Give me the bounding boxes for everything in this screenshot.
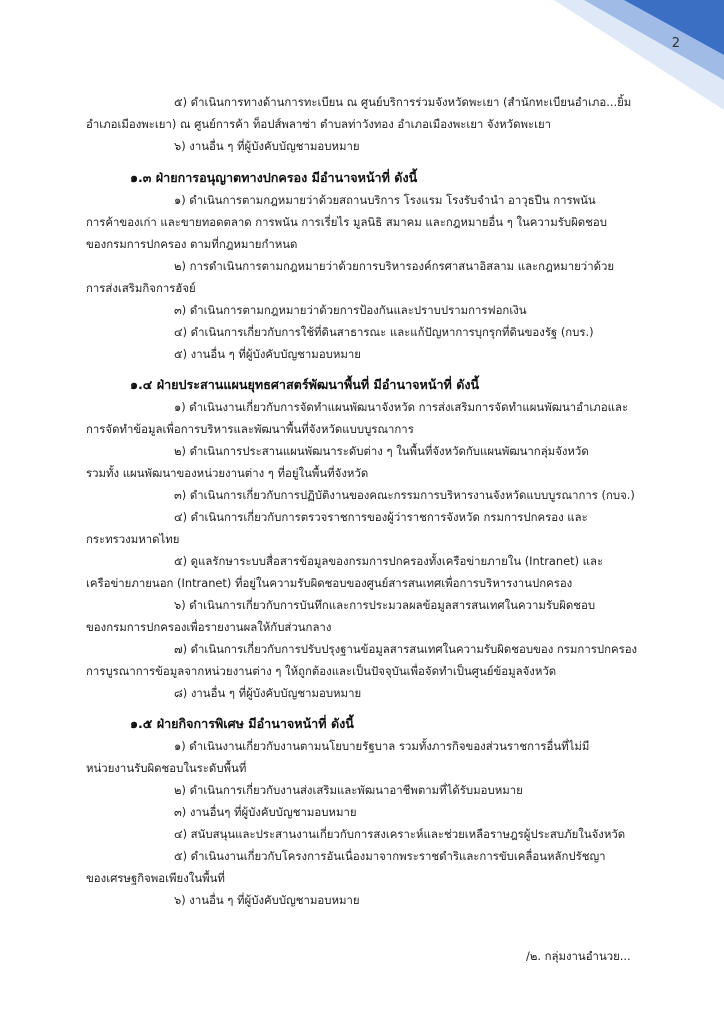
text-line: เครือข่ายภายนอก (Intranet) ที่อยู่ในความรับผิดชอบของศูนย์สารสนเทศเพื่อการบริหารงานปกครอง — [86, 576, 573, 590]
text-line: ๕) ดูแลรักษาระบบสื่อสารข้อมูลของกรมการปกครองทั้งเครือข่ายภายใน (Intranet) และ — [174, 554, 604, 568]
text-line: ๒) ดำเนินการประสานแผนพัฒนาระดับต่าง ๆ ในพื้นที่จังหวัดกับแผนพัฒนากลุ่มจังหวัด — [174, 444, 589, 458]
page-number: 2 — [671, 36, 680, 51]
text-line: ๑) ดำเนินการตามกฎหมายว่าด้วยสถานบริการ โรงแรม โรงรับจำนำ อาวุธปืน การพนัน — [174, 193, 596, 207]
text-line: ๔) ดำเนินการเกี่ยวกับการใช้ที่ดินสาธารณะ และแก้ปัญหาการบุกรุกที่ดินของรัฐ (กบร.) — [174, 325, 594, 339]
text-line: ๕) งานอื่น ๆ ที่ผู้บังคับบัญชามอบหมาย — [174, 347, 361, 361]
text-line: ๑) ดำเนินงานเกี่ยวกับงานตามนโยบายรัฐบาล รวมทั้งภารกิจของส่วนราชการอื่นที่ไม่มี — [174, 739, 590, 753]
text-line: ของกรมการปกครอง ตามที่กฎหมายกำหนด — [86, 237, 298, 251]
text-line: ๕) ดำเนินการทางด้านการทะเบียน ณ ศูนย์บริการร่วมจังหวัดพะเยา (สำนักทะเบียนอำเภอ...ยิ้ม — [174, 95, 632, 109]
text-line: ๕) ดำเนินงานเกี่ยวกับโครงการอันเนื่องมาจากพระราชดำริและการขับเคลื่อนหลักปรัชญา — [174, 849, 606, 863]
text-line: ๖) งานอื่น ๆ ที่ผู้บังคับบัญชามอบหมาย — [174, 139, 360, 153]
text-line: ๓) ดำเนินการเกี่ยวกับการปฏิบัติงานของคณะกรรมการบริหารงานจังหวัดแบบบูรณาการ (กบจ.) — [174, 488, 635, 502]
continuation-note: /๒. กลุ่มงานอำนวย... — [526, 949, 631, 963]
section-heading: ๑.๔ ฝ่ายประสานแผนยุทธศาสตร์พัฒนาพื้นที่ มีอำนาจหน้าที่ ดังนี้ — [130, 377, 480, 392]
text-line: หน่วยงานรับผิดชอบในระดับพื้นที่ — [86, 761, 247, 775]
text-line: อำเภอเมืองพะเยา) ณ ศูนย์การค้า ท็อปส์พลาซ่า ตำบลท่าวังทอง อำเภอเมืองพะเยา จังหวัดพะเยา — [86, 117, 552, 131]
text-line: ๖) ดำเนินการเกี่ยวกับการบันทึกและการประมวลผลข้อมูลสารสนเทศในความรับผิดชอบ — [174, 598, 596, 612]
text-line: ๗) ดำเนินการเกี่ยวกับการปรับปรุงฐานข้อมูลสารสนเทศในความรับผิดชอบของ กรมการปกครอง — [174, 642, 638, 656]
text-line: ของกรมการปกครองเพื่อรายงานผลให้กับส่วนกลาง — [86, 620, 332, 634]
text-line: ๒) การดำเนินการตามกฎหมายว่าด้วยการบริหารองค์กรศาสนาอิสลาม และกฎหมายว่าด้วย — [174, 259, 615, 273]
text-line: ๑) ดำเนินงานเกี่ยวกับการจัดทำแผนพัฒนาจังหวัด การส่งเสริมการจัดทำแผนพัฒนาอำเภอและ — [174, 400, 629, 414]
text-line: รวมทั้ง แผนพัฒนาของหน่วยงานต่าง ๆ ที่อยู่ในพื้นที่จังหวัด — [86, 466, 369, 480]
section-heading: ๑.๕ ฝ่ายกิจการพิเศษ มีอำนาจหน้าที่ ดังนี้ — [130, 716, 354, 731]
text-line: ๒) ดำเนินการเกี่ยวกับงานส่งเสริมและพัฒนาอาชีพตามที่ได้รับมอบหมาย — [174, 783, 523, 797]
text-line: การบูรณาการข้อมูลจากหน่วยงานต่าง ๆ ให้ถูกต้องและเป็นปัจจุบันเพื่อจัดทำเป็นศูนย์ข้อมูลจังหวัด — [86, 664, 557, 678]
text-line: การค้าของเก่า และขายทอดตลาด การพนัน การเรี่ยไร มูลนิธิ สมาคม และกฎหมายอื่น ๆ ในความรับผิดชอบ — [86, 215, 607, 229]
section-heading: ๑.๓ ฝ่ายการอนุญาตทางปกครอง มีอำนาจหน้าที่ ดังนี้ — [130, 170, 418, 185]
text-line: การส่งเสริมกิจการฮัจย์ — [86, 281, 196, 295]
text-line: การจัดทำข้อมูลเพื่อการบริหารและพัฒนาพื้นที่จังหวัดแบบบูรณาการ — [86, 422, 414, 436]
text-line: ของเศรษฐกิจพอเพียงในพื้นที่ — [86, 871, 225, 885]
text-line: ๔) ดำเนินการเกี่ยวกับการตรวจราชการของผู้ว่าราชการจังหวัด กรมการปกครอง และ — [174, 510, 588, 524]
text-line: ๓) งานอื่นๆ ที่ผู้บังคับบัญชามอบหมาย — [174, 805, 357, 819]
text-line: ๘) งานอื่น ๆ ที่ผู้บังคับบัญชามอบหมาย — [174, 686, 362, 700]
text-line: ๖) งานอื่น ๆ ที่ผู้บังคับบัญชามอบหมาย — [174, 893, 360, 907]
text-line: กระทรวงมหาดไทย — [86, 532, 180, 546]
text-line: ๔) สนับสนุนและประสานงานเกี่ยวกับการสงเคราะห์และช่วยเหลือราษฎรผู้ประสบภัยในจังหวัด — [174, 827, 626, 841]
text-line: ๓) ดำเนินการตามกฎหมายว่าด้วยการป้องกันและปราบปรามการฟอกเงิน — [174, 303, 527, 317]
